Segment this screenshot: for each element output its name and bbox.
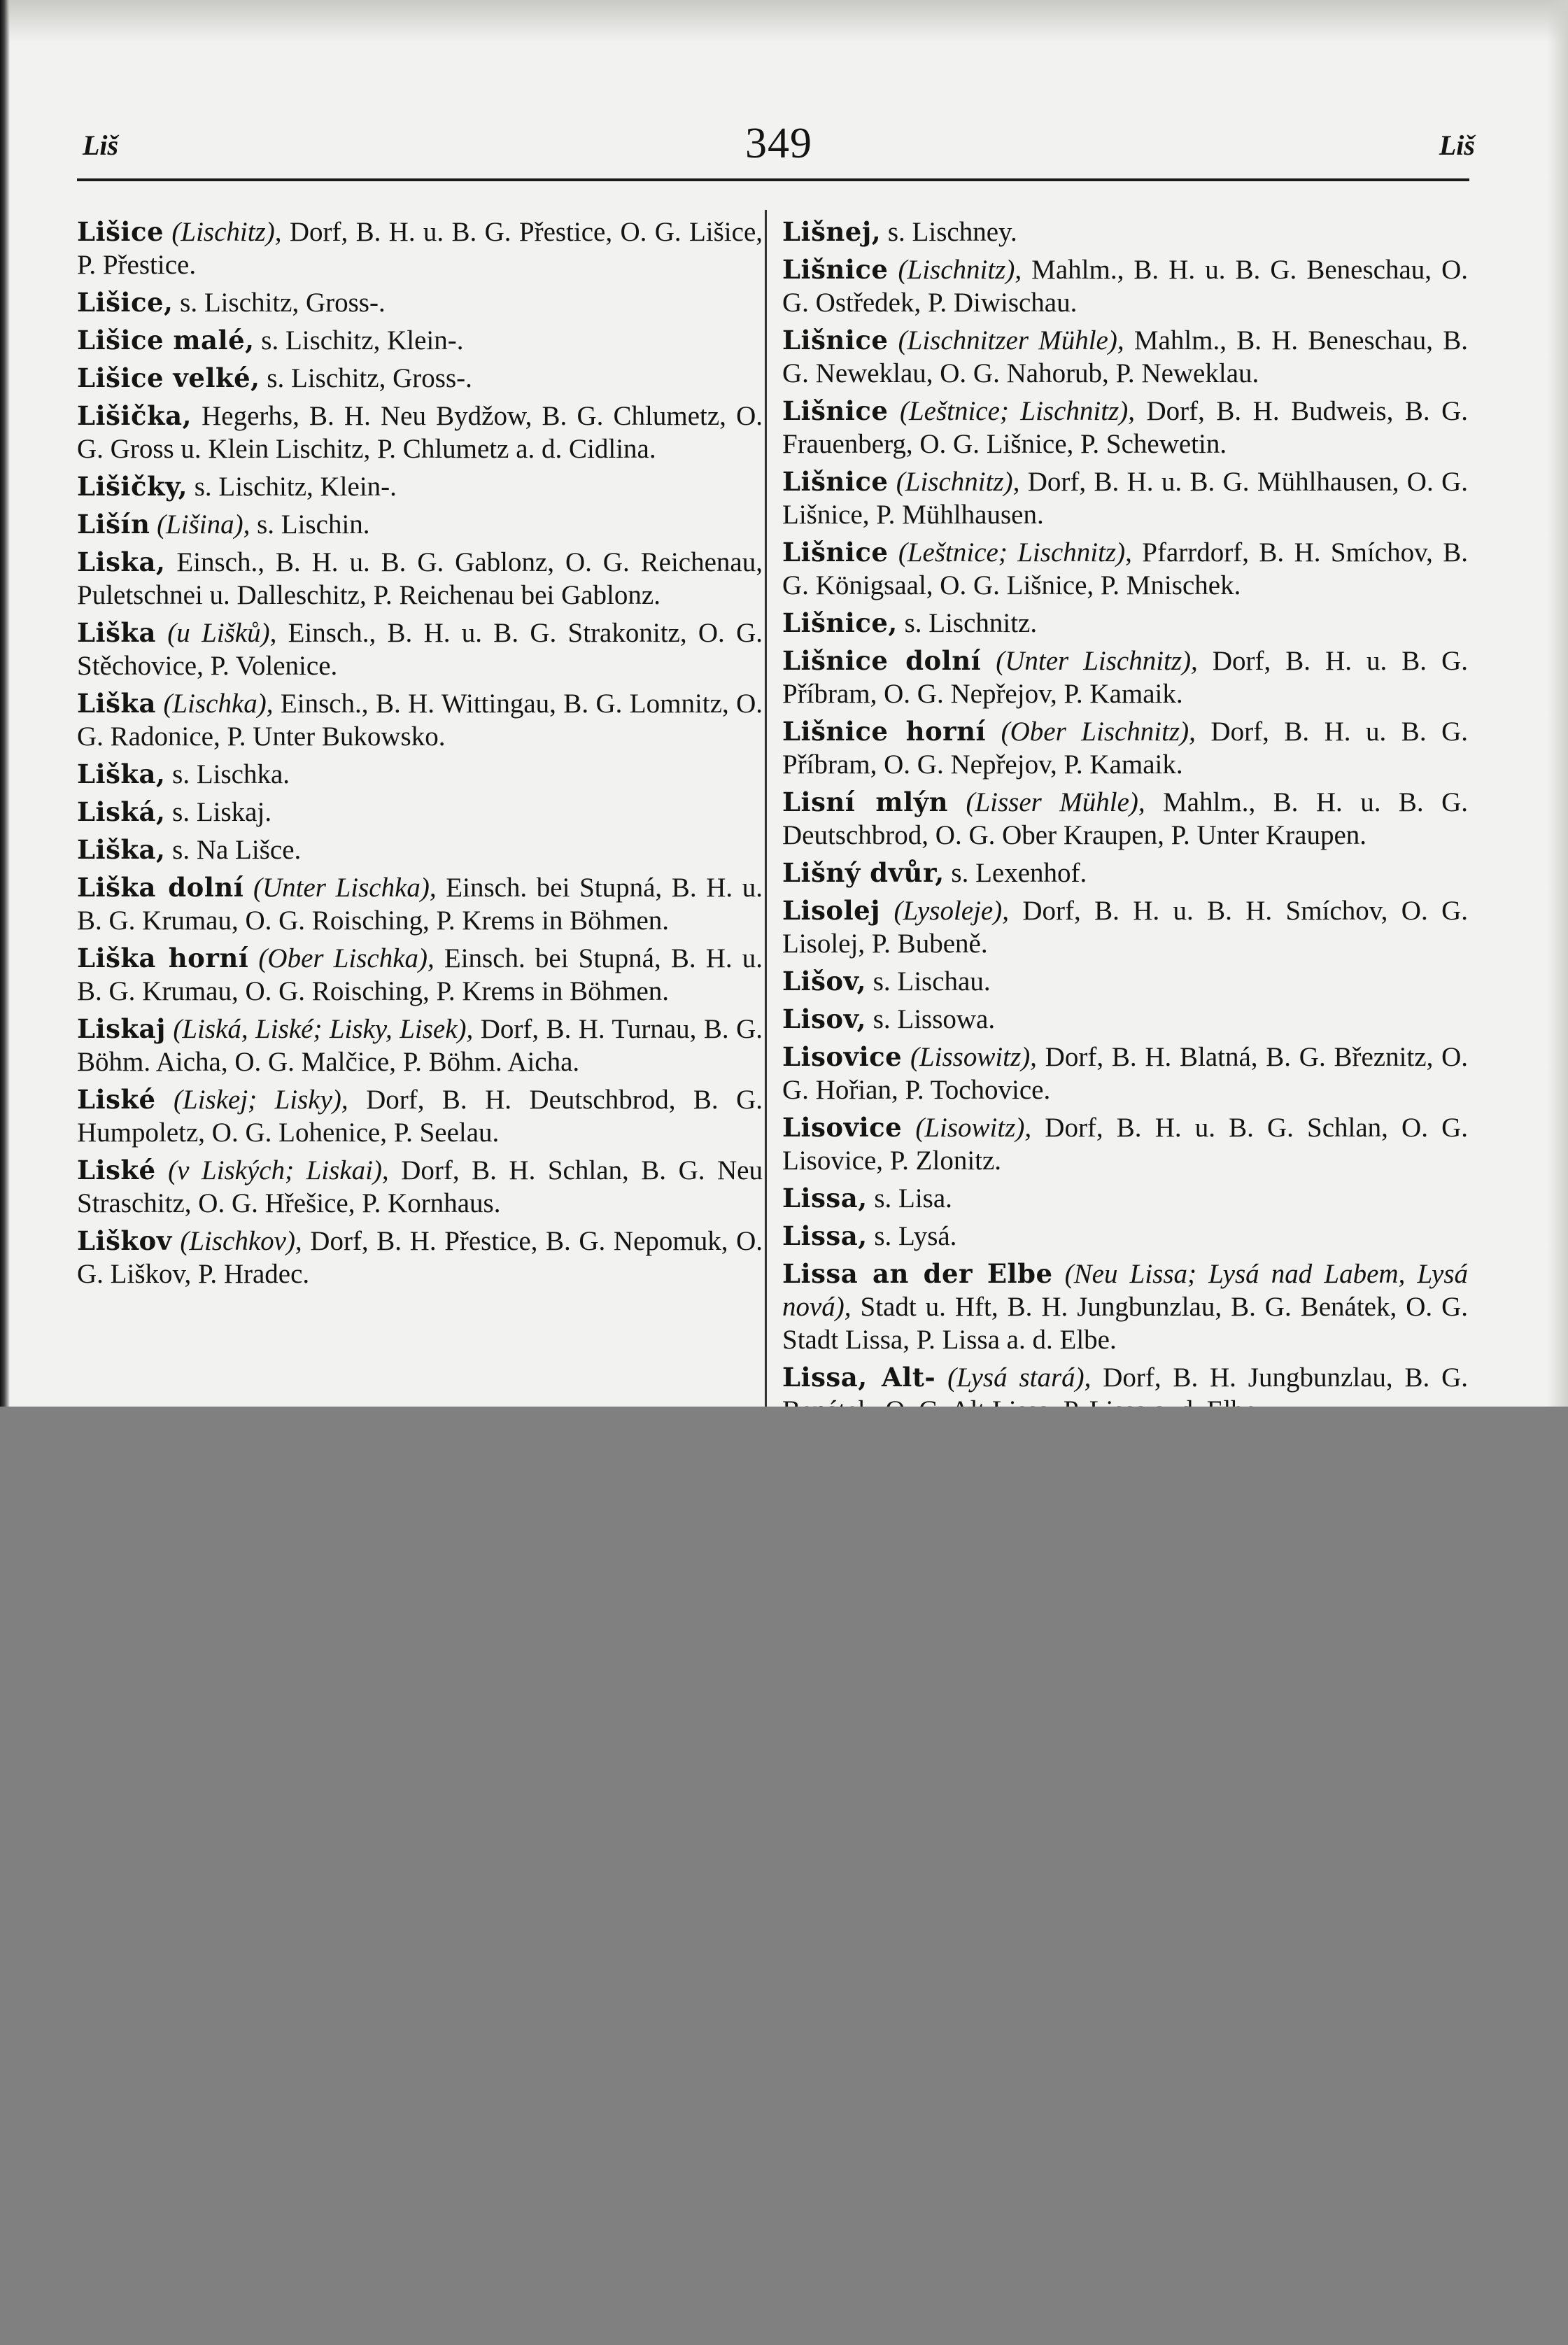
scan-shadow-right bbox=[1547, 0, 1568, 1407]
entry-headword: Lišnice horní bbox=[782, 716, 987, 747]
gazetteer-entry bbox=[77, 400, 763, 465]
gazetteer-entry bbox=[782, 1182, 1468, 1215]
entry-description: s. Lischnitz. bbox=[897, 608, 1038, 638]
entry-description: s. Na Lišce. bbox=[165, 835, 302, 865]
entry-description: s. Lysá. bbox=[867, 1221, 957, 1251]
entry-variant-name: (Lischnitz), bbox=[896, 467, 1020, 497]
entry-headword: Liské bbox=[77, 1155, 156, 1185]
entry-variant-name: (u Lišků), bbox=[167, 618, 277, 648]
entry-description: Einsch., B. H. Wittingau, B. G. Lomnitz, O. G. Radonice, P. Unter Bukowsko. bbox=[77, 689, 763, 752]
entry-description: Dorf, B. H. u. B. G. Přestice, O. G. Lišice, P. Přestice. bbox=[77, 217, 763, 280]
entry-variant-name: (Lischka), bbox=[163, 689, 274, 719]
entry-headword: Liška dolní bbox=[77, 872, 244, 903]
scan-binding-edge bbox=[0, 0, 10, 1407]
entry-variant-name: (Ober Lischka), bbox=[258, 943, 435, 973]
entry-description: Dorf, B. H. Turnau, B. G. Böhm. Aicha, O. G. Malčice, P. Böhm. Aicha. bbox=[77, 1014, 763, 1077]
entry-description: Einsch. bei Stupná, B. H. u. B. G. Krumau, O. G. Roisching, P. Krems in Böhmen. bbox=[77, 943, 763, 1006]
gazetteer-entry bbox=[782, 1003, 1468, 1036]
entry-variant-name: (Leštnice; Lischnitz), bbox=[898, 537, 1132, 568]
gazetteer-entry bbox=[77, 324, 763, 357]
gazetteer-entry bbox=[77, 1013, 763, 1078]
gazetteer-entry bbox=[782, 1220, 1468, 1253]
entry-description: s. Lischitz, Gross-. bbox=[173, 288, 386, 318]
entry-headword: Lišnej, bbox=[782, 216, 882, 247]
entry-headword: Lišice velké, bbox=[77, 362, 260, 393]
entry-headword: Lisolej bbox=[782, 895, 881, 926]
entry-headword: Lissa, Alt- bbox=[782, 1362, 936, 1393]
scan-shadow-top bbox=[0, 0, 1568, 42]
gazetteer-entry bbox=[782, 715, 1468, 781]
entry-headword: Lišín bbox=[77, 509, 150, 540]
entry-variant-name: (Leštnice; Lischnitz), bbox=[899, 396, 1135, 426]
entry-headword: Liška bbox=[77, 688, 157, 719]
entry-headword: Lišičky, bbox=[77, 471, 188, 502]
entry-variant-name: (Lissowitz), bbox=[910, 1042, 1037, 1072]
gazetteer-entry bbox=[782, 395, 1468, 460]
entry-variant-name: (Lischnitzer Mühle), bbox=[898, 325, 1124, 355]
entry-description: Hegerhs, B. H. Neu Bydžow, B. G. Chlumetz, O. G. Gross u. Klein Lischitz, P. Chlumetz a. d. Cidlina. bbox=[77, 401, 763, 464]
entry-description: Einsch., B. H. u. B. G. Gablonz, O. G. Reichenau, Puletschnei u. Dalleschitz, P. Reichenau bei Gablonz. bbox=[77, 547, 763, 610]
entry-variant-name: (Lisowitz), bbox=[915, 1113, 1032, 1143]
entry-variant-name: (Neu Lissa; Lysá nad Labem, Lysá nová), bbox=[782, 1259, 1469, 1322]
gazetteer-entry bbox=[782, 894, 1468, 960]
entry-variant-name: (Lisser Mühle), bbox=[966, 787, 1145, 817]
gazetteer-entry bbox=[782, 253, 1468, 319]
entry-headword: Lisovice bbox=[782, 1112, 903, 1143]
entry-description: Dorf, B. H. u. B. G. Mühlhausen, O. G. Lišnice, P. Mühlhausen. bbox=[782, 467, 1468, 530]
entry-description: Einsch. bei Stupná, B. H. u. B. G. Krumau, O. G. Roisching, P. Krems in Böhmen. bbox=[77, 873, 763, 936]
gazetteer-entry bbox=[782, 607, 1468, 640]
gazetteer-entry bbox=[77, 617, 763, 682]
column-divider bbox=[765, 210, 767, 1407]
entry-description: Pfarrdorf, B. H. Smíchov, B. G. Königsaal, O. G. Lišnice, P. Mnischek. bbox=[782, 537, 1469, 600]
entry-description: Mahlm., B. H. Beneschau, B. G. Neweklau, O. G. Nahorub, P. Neweklau. bbox=[782, 325, 1469, 388]
entry-description: Mahlm., B. H. u. B. G. Deutschbrod, O. G. Ober Kraupen, P. Unter Kraupen. bbox=[782, 787, 1468, 850]
entry-headword: Liška, bbox=[77, 759, 166, 789]
gazetteer-entry bbox=[782, 1258, 1468, 1356]
entry-description: s. Lexenhof. bbox=[944, 858, 1087, 888]
entry-description: s. Lischney. bbox=[881, 217, 1017, 247]
entry-description: s. Lischitz, Gross-. bbox=[260, 363, 472, 393]
entry-headword: Lišnice bbox=[782, 395, 889, 426]
entry-headword: Lisovice bbox=[782, 1041, 903, 1072]
entry-description: Dorf, B. H. Deutschbrod, B. G. Humpoletz, O. G. Lohenice, P. Seelau. bbox=[77, 1085, 763, 1148]
entry-headword: Lišnice bbox=[782, 254, 889, 285]
entry-variant-name: (v Liských; Liskai), bbox=[168, 1155, 389, 1185]
gazetteer-entry bbox=[77, 216, 763, 281]
entry-variant-name: (Unter Lischka), bbox=[253, 873, 437, 903]
gazetteer-entry bbox=[77, 687, 763, 753]
entry-description: s. Lischka. bbox=[165, 759, 290, 789]
entry-headword: Liska, bbox=[77, 547, 166, 577]
entry-headword: Liška horní bbox=[77, 943, 249, 973]
entry-description: s. Lischitz, Klein-. bbox=[254, 325, 464, 355]
entry-description: Dorf, B. H. Jungbunzlau, B. G. bbox=[1103, 1362, 1468, 1393]
gazetteer-entry bbox=[77, 758, 763, 791]
entry-headword: Liskaj bbox=[77, 1013, 166, 1044]
gazetteer-entry bbox=[782, 465, 1468, 531]
entry-description: Dorf, B. H. Budweis, B. G. Frauenberg, O. G. Lišnice, P. Schewetin. bbox=[782, 396, 1469, 459]
gazetteer-entry bbox=[77, 871, 763, 937]
gazetteer-entry bbox=[782, 1111, 1468, 1177]
entry-variant-name: (Unter Lischnitz), bbox=[996, 646, 1198, 676]
gazetteer-entry bbox=[782, 1041, 1468, 1106]
gazetteer-entry bbox=[77, 1083, 763, 1149]
entry-description: Stadt u. Hft, B. H. Jungbunzlau, B. G. Benátek, O. G. Stadt Lissa, P. Lissa a. d. Elbe. bbox=[782, 1292, 1468, 1355]
entry-description: Dorf, B. H. u. B. G. Schlan, O. G. Lisovice, P. Zlonitz. bbox=[782, 1113, 1469, 1176]
guide-word-right: Liš bbox=[1439, 129, 1475, 161]
page-number: 349 bbox=[745, 120, 812, 167]
running-head bbox=[83, 119, 1475, 168]
entry-description: s. Lischin. bbox=[250, 509, 370, 540]
entry-description: Dorf, B. H. Schlan, B. G. Neu Straschitz, O. G. Hřešice, P. Kornhaus. bbox=[77, 1155, 763, 1218]
entry-headword: Liské bbox=[77, 1084, 156, 1115]
entry-variant-name: (Liská, Liské; Lisky, Lisek), bbox=[173, 1014, 474, 1044]
gazetteer-entry bbox=[77, 796, 763, 829]
gazetteer-entry bbox=[77, 1154, 763, 1220]
entry-headword: Lišnice, bbox=[782, 607, 898, 638]
entry-headword: Liškov bbox=[77, 1225, 172, 1256]
gazetteer-entry bbox=[77, 362, 763, 395]
entry-headword: Lissa, bbox=[782, 1183, 868, 1213]
entry-variant-name: (Lischnitz), bbox=[898, 255, 1022, 285]
entry-description: Dorf, B. H. Blatná, B. G. Březnitz, O. G. Hořian, P. Tochovice. bbox=[782, 1042, 1468, 1105]
entry-headword: Liška, bbox=[77, 834, 166, 865]
guide-word-left: Liš bbox=[83, 129, 119, 161]
gazetteer-entry bbox=[782, 216, 1468, 248]
gazetteer-entry bbox=[77, 942, 763, 1008]
entry-description: s. Lisa. bbox=[867, 1183, 952, 1213]
gazetteer-entry bbox=[782, 324, 1468, 390]
gazetteer-entry bbox=[77, 470, 763, 503]
left-column bbox=[77, 216, 763, 1407]
entry-headword: Lišice bbox=[77, 216, 164, 247]
entry-headword: Lišov, bbox=[782, 966, 866, 997]
entry-headword: Lišice, bbox=[77, 287, 174, 318]
entry-headword: Lišnice bbox=[782, 325, 889, 355]
entry-headword: Lišnice dolní bbox=[782, 645, 982, 676]
header-rule bbox=[77, 178, 1469, 181]
entry-headword: Lišnice bbox=[782, 537, 889, 568]
entry-variant-name: (Lysoleje), bbox=[894, 896, 1009, 926]
entry-headword: Lissa, bbox=[782, 1220, 868, 1251]
entry-variant-name: (Lischitz), bbox=[171, 217, 282, 247]
entry-variant-name: (Ober Lischnitz), bbox=[1001, 717, 1196, 747]
entry-description: s. Lischitz, Klein-. bbox=[187, 472, 397, 502]
right-column bbox=[782, 216, 1468, 1407]
gazetteer-entry bbox=[77, 833, 763, 866]
gazetteer-entry bbox=[782, 536, 1468, 602]
entry-headword: Lisov, bbox=[782, 1004, 866, 1034]
gazetteer-entry bbox=[77, 546, 763, 612]
entry-description: Dorf, B. H. u. B. G. Příbram, O. G. Nepřejov, P. Kamaik. bbox=[782, 646, 1469, 709]
entry-description: Einsch., B. H. u. B. G. Strakonitz, O. G. Stěchovice, P. Volenice. bbox=[77, 618, 763, 681]
entry-description: Dorf, B. H. Přestice, B. G. Nepomuk, O. G. Liškov, P. Hradec. bbox=[77, 1226, 763, 1289]
entry-headword: Lissa an der Elbe bbox=[782, 1258, 1053, 1289]
entry-variant-name: (Liskej; Lisky), bbox=[174, 1085, 348, 1115]
blank-scan-area bbox=[0, 1407, 1568, 2345]
gazetteer-entry bbox=[77, 1225, 763, 1290]
entry-description: Mahlm., B. H. u. B. G. Beneschau, O. G. Ostředek, P. Diwischau. bbox=[782, 255, 1469, 318]
entry-headword: Lišný dvůr, bbox=[782, 857, 945, 888]
entry-variant-name: (Lischkov), bbox=[180, 1226, 302, 1256]
entry-variant-name: (Lišina), bbox=[157, 509, 250, 540]
gazetteer-entry bbox=[782, 965, 1468, 998]
gazetteer-entry bbox=[782, 645, 1468, 710]
gazetteer-entry bbox=[782, 786, 1468, 852]
gazetteer-entry bbox=[77, 508, 763, 541]
entry-variant-name: (Lysá stará), bbox=[947, 1362, 1092, 1393]
entry-description: Dorf, B. H. u. B. G. Příbram, O. G. Nepřejov, P. Kamaik. bbox=[782, 717, 1469, 780]
gazetteer-entry bbox=[77, 286, 763, 319]
entry-headword: Lišice malé, bbox=[77, 325, 255, 355]
entry-description: s. Lissowa. bbox=[866, 1004, 996, 1034]
entry-headword: Liská, bbox=[77, 796, 166, 827]
gazetteer-entry bbox=[782, 857, 1468, 889]
entry-headword: Lišička, bbox=[77, 400, 192, 431]
entry-description: s. Liskaj. bbox=[165, 797, 272, 827]
entry-headword: Lišnice bbox=[782, 466, 889, 497]
entry-headword: Liška bbox=[77, 617, 157, 648]
entry-headword: Lisní mlýn bbox=[782, 787, 949, 817]
entry-description: s. Lischau. bbox=[866, 966, 991, 997]
entry-description: Dorf, B. H. u. B. H. Smíchov, O. G. Lisolej, P. Bubeně. bbox=[782, 896, 1468, 959]
